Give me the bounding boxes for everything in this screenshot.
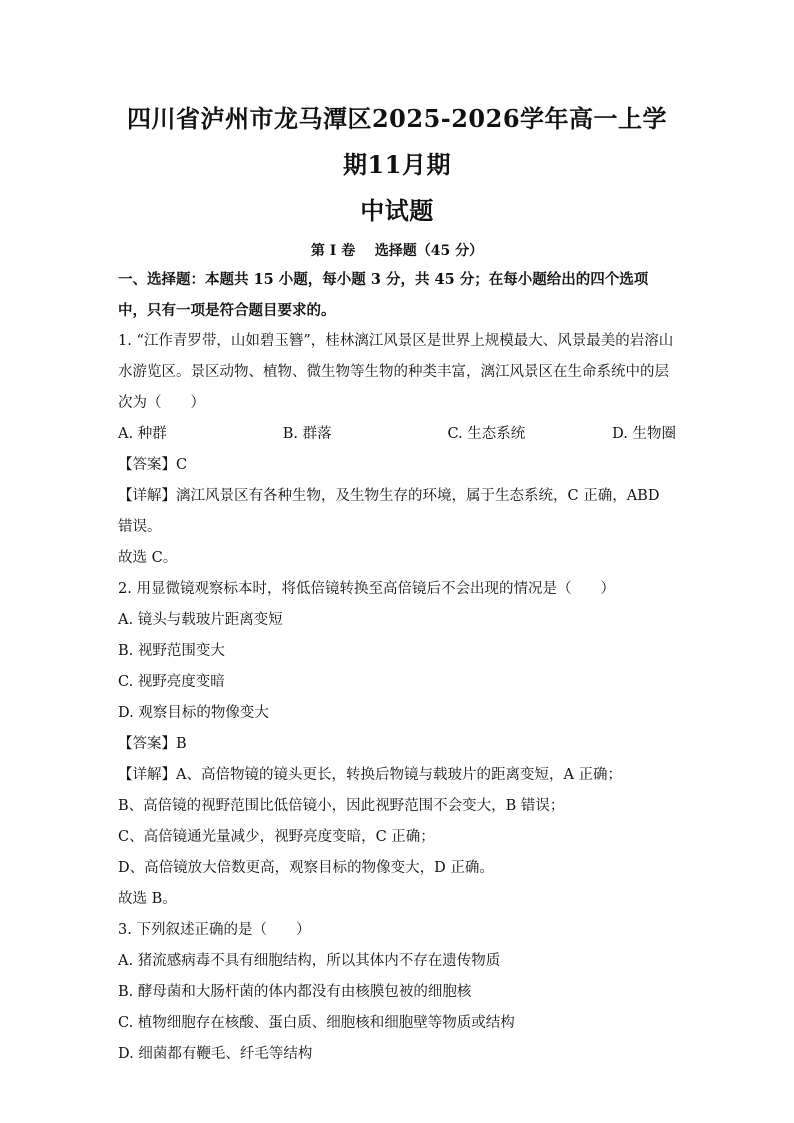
question-2 (118, 574, 676, 915)
option-c: C. 视野亮度变暗 (118, 674, 225, 690)
option-b: B. 群落 (282, 426, 332, 442)
question-stem: 1. “江作青罗带，山如碧玉簪”，桂林漓江风景区是世界上规模最大、风景最美的岩溶山水游览区。景区动物、植物、微生物等生物的种类丰富，漓江风景区在生命系统中的层次为（ ） (118, 333, 674, 411)
question-1 (118, 326, 676, 574)
option-list (118, 419, 676, 450)
explanation-line: D、高倍镜放大倍数更高，观察目标的物像变大，D 正确。 (118, 860, 494, 876)
question-3 (118, 915, 676, 1070)
question-stem: 3. 下列叙述正确的是（ ） (118, 922, 311, 938)
option-d: D. 观察目标的物像变大 (118, 705, 269, 721)
title-line-1: 四川省泸州市龙马潭区2025-2026学年高一上学期11月期 (126, 104, 668, 179)
option-b: B. 酵母菌和大肠杆菌的体内都没有由核膜包被的细胞核 (118, 984, 472, 1000)
option-c: C. 植物细胞存在核酸、蛋白质、细胞核和细胞壁等物质或结构 (118, 1015, 515, 1031)
explanation-line: 故选 B。 (118, 891, 177, 907)
explanation-line: C、高倍镜通光量减少，视野亮度变暗，C 正确； (118, 829, 435, 845)
explanation-line: 【详解】漓江风景区有各种生物，及生物生存的环境，属于生态系统，C 正确，ABD 错误。 (118, 488, 660, 535)
option-a: A. 猪流感病毒不具有细胞结构，所以其体内不存在遗传物质 (118, 953, 501, 969)
option-b: B. 视野范围变大 (118, 643, 225, 659)
title-line-2: 中试题 (360, 196, 434, 225)
section-heading: 第 I 卷 选择题（45 分） (310, 243, 484, 259)
explanation-line: 故选 C。 (118, 550, 178, 566)
answer-line: 【答案】C (118, 457, 188, 473)
answer-line: 【答案】B (118, 736, 187, 752)
option-a: A. 镜头与载玻片距离变短 (118, 612, 283, 628)
question-stem: 2. 用显微镜观察标本时，将低倍镜转换至高倍镜后不会出现的情况是（ ） (118, 581, 615, 597)
explanation-line: 【详解】A、高倍物镜的镜头更长，转换后物镜与载玻片的距离变短，A 正确； (118, 767, 623, 783)
document-title (118, 0, 676, 234)
option-c: C. 生态系统 (447, 426, 526, 442)
explanation-line: B、高倍镜的视野范围比低倍镜小，因此视野范围不会变大，B 错误； (118, 798, 565, 814)
option-a: A. 种群 (118, 426, 167, 442)
option-d: D. 生物圈 (612, 426, 676, 442)
section-instruction: 一、选择题：本题共 15 小题，每小题 3 分，共 45 分；在每小题给出的四个选项中，只有一项是符合题目要求的。 (118, 271, 649, 319)
option-d: D. 细菌都有鞭毛、纤毛等结构 (118, 1046, 313, 1062)
